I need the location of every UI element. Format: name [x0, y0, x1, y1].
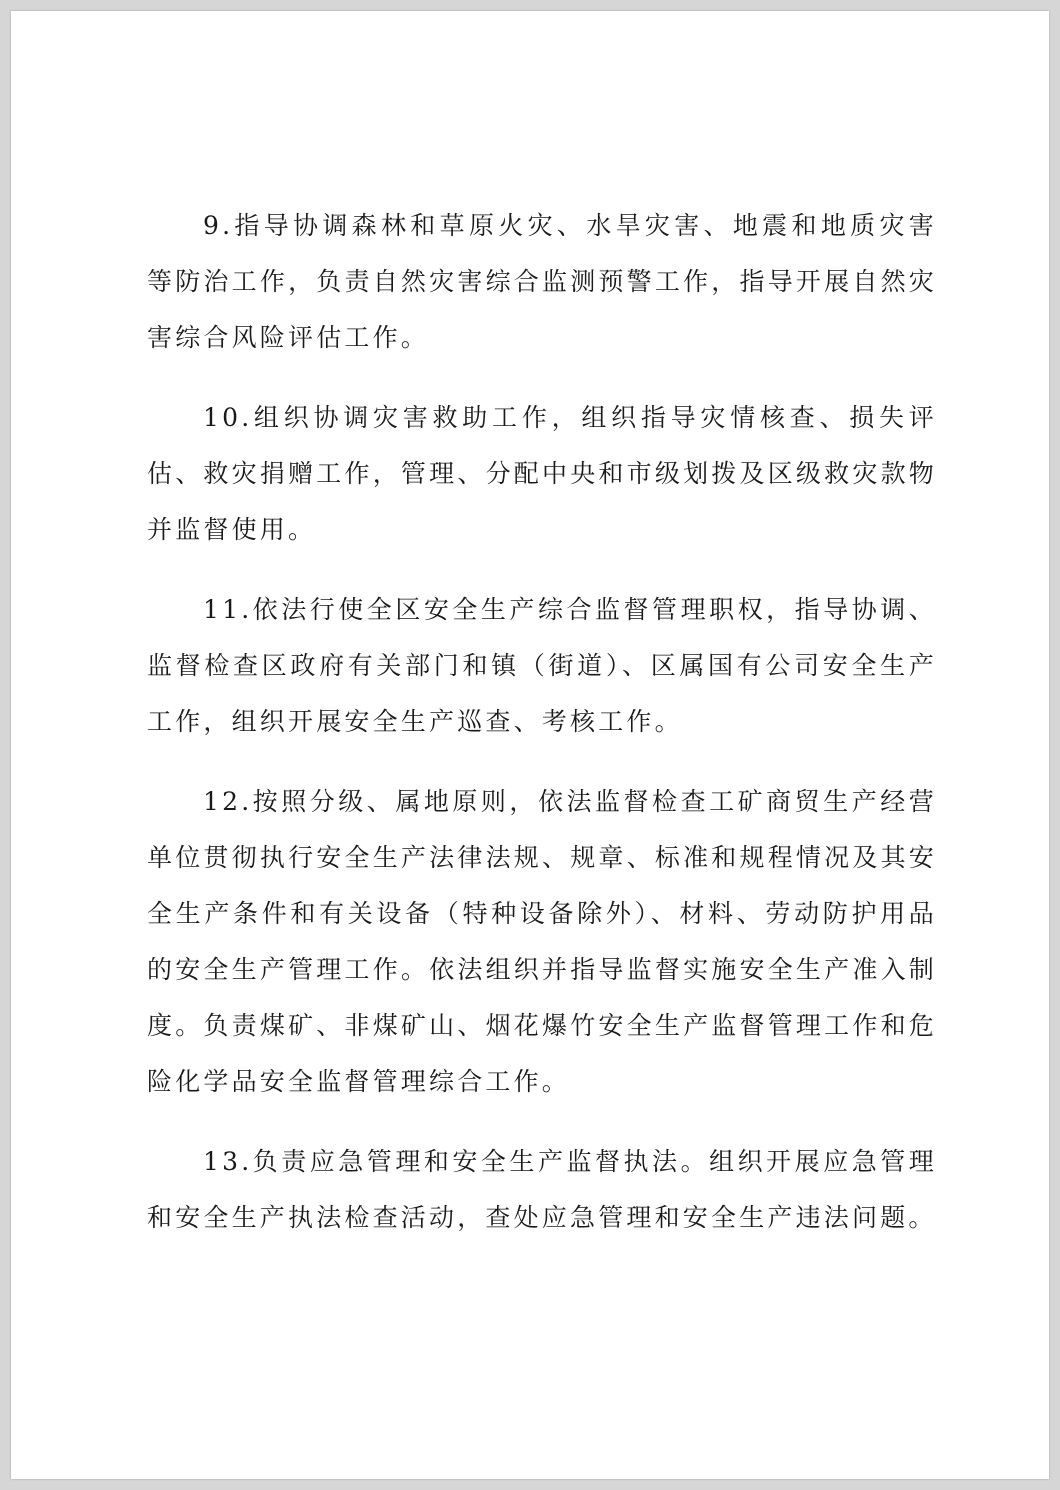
document-body [147, 198, 937, 1270]
document-page [11, 11, 1049, 1479]
paragraph-item-11: 11.依法行使全区安全生产综合监督管理职权，指导协调、监督检查区政府有关部门和镇（街道）、区属国有公司安全生产工作，组织开展安全生产巡查、考核工作。 [147, 595, 937, 736]
paragraph-item-12: 12.按照分级、属地原则，依法监督检查工矿商贸生产经营单位贯彻执行安全生产法律法规、规章、标准和规程情况及其安全生产条件和有关设备（特种设备除外）、材料、劳动防护用品的安全生产管理工作。依法组织并指导监督实施安全生产准入制度。负责煤矿、非煤矿山、烟花爆竹安全生产监督管理工作和危险化学品安全监督管理综合工作。 [147, 787, 937, 1096]
paragraph-item-13: 13.负责应急管理和安全生产监督执法。组织开展应急管理和安全生产执法检查活动，查处应急管理和安全生产违法问题。 [147, 1147, 937, 1232]
paragraph-item-10: 10.组织协调灾害救助工作，组织指导灾情核查、损失评估、救灾捐赠工作，管理、分配中央和市级划拨及区级救灾款物并监督使用。 [147, 403, 937, 544]
paragraph-item-9: 9.指导协调森林和草原火灾、水旱灾害、地震和地质灾害等防治工作，负责自然灾害综合监测预警工作，指导开展自然灾害综合风险评估工作。 [147, 211, 937, 352]
